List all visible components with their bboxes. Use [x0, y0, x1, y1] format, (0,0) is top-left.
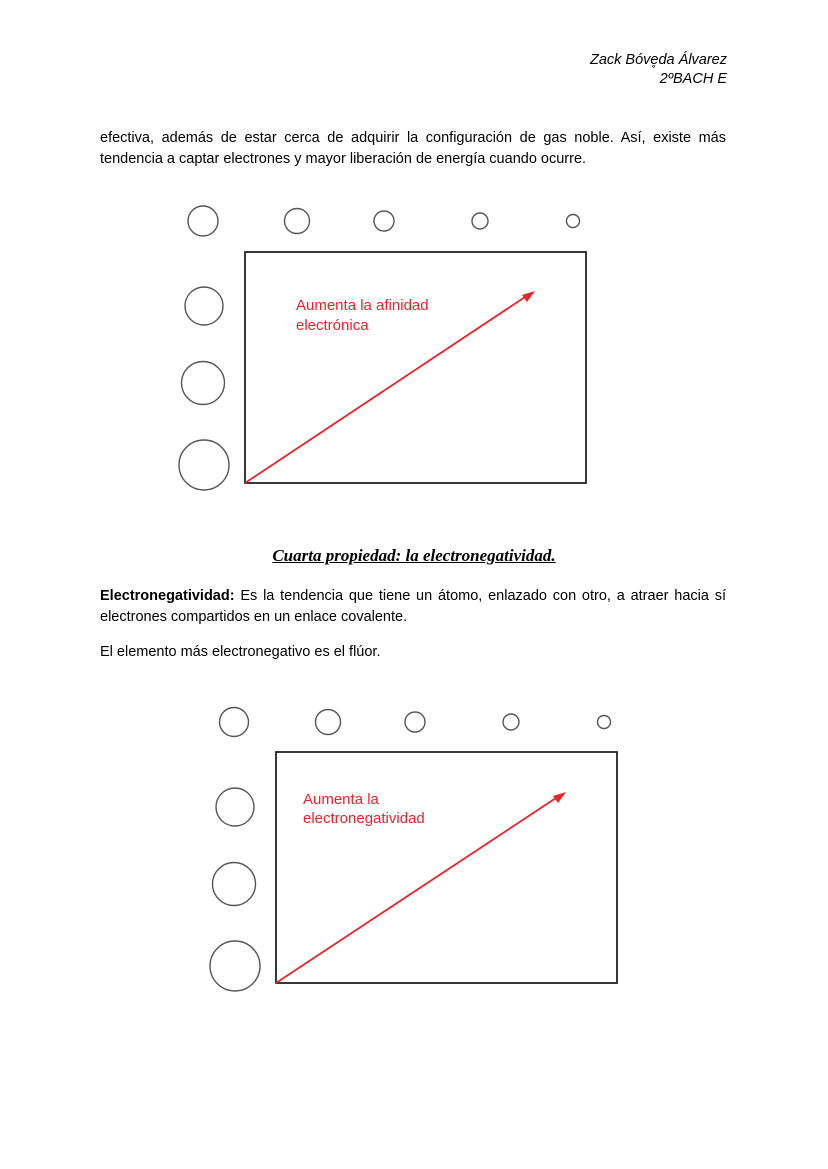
definition-text: Es la tendencia que tiene un átomo, enlazado con otro, a atraer hacia sí electrones compartidos en un enlace covalente. — [100, 588, 726, 625]
atom-circle — [598, 716, 611, 729]
section-heading: Cuarta propiedad: la electronegatividad. — [272, 546, 556, 565]
atom-circle — [316, 710, 341, 735]
atom-circle — [503, 714, 519, 730]
diagram-label-line1: Aumenta la afinidad — [296, 297, 429, 314]
author-name: Zack Bóve̥da Álvarez — [589, 52, 727, 68]
diagram-label-line1: Aumenta la — [303, 791, 379, 808]
diagram-label-line2: electronegatividad — [303, 810, 425, 827]
definition-term: Electronegatividad: — [100, 588, 235, 604]
diagram-label-line2: electrónica — [296, 317, 369, 334]
atom-circle — [216, 788, 254, 826]
atom-circle — [220, 708, 249, 737]
class-name: 2ºBACH E — [659, 71, 727, 87]
trend-arrowhead — [553, 792, 566, 803]
intro-paragraph: efectiva, además de estar cerca de adquirir la configuración de gas noble. Así, existe más tendencia a captar electrones y mayor liberación de energía cuando ocurre. — [100, 130, 726, 167]
atom-circle — [405, 712, 425, 732]
atom-circle — [210, 941, 260, 991]
atom-circle — [213, 863, 256, 906]
statement-paragraph: El elemento más electronegativo es el flúor. — [100, 644, 381, 660]
